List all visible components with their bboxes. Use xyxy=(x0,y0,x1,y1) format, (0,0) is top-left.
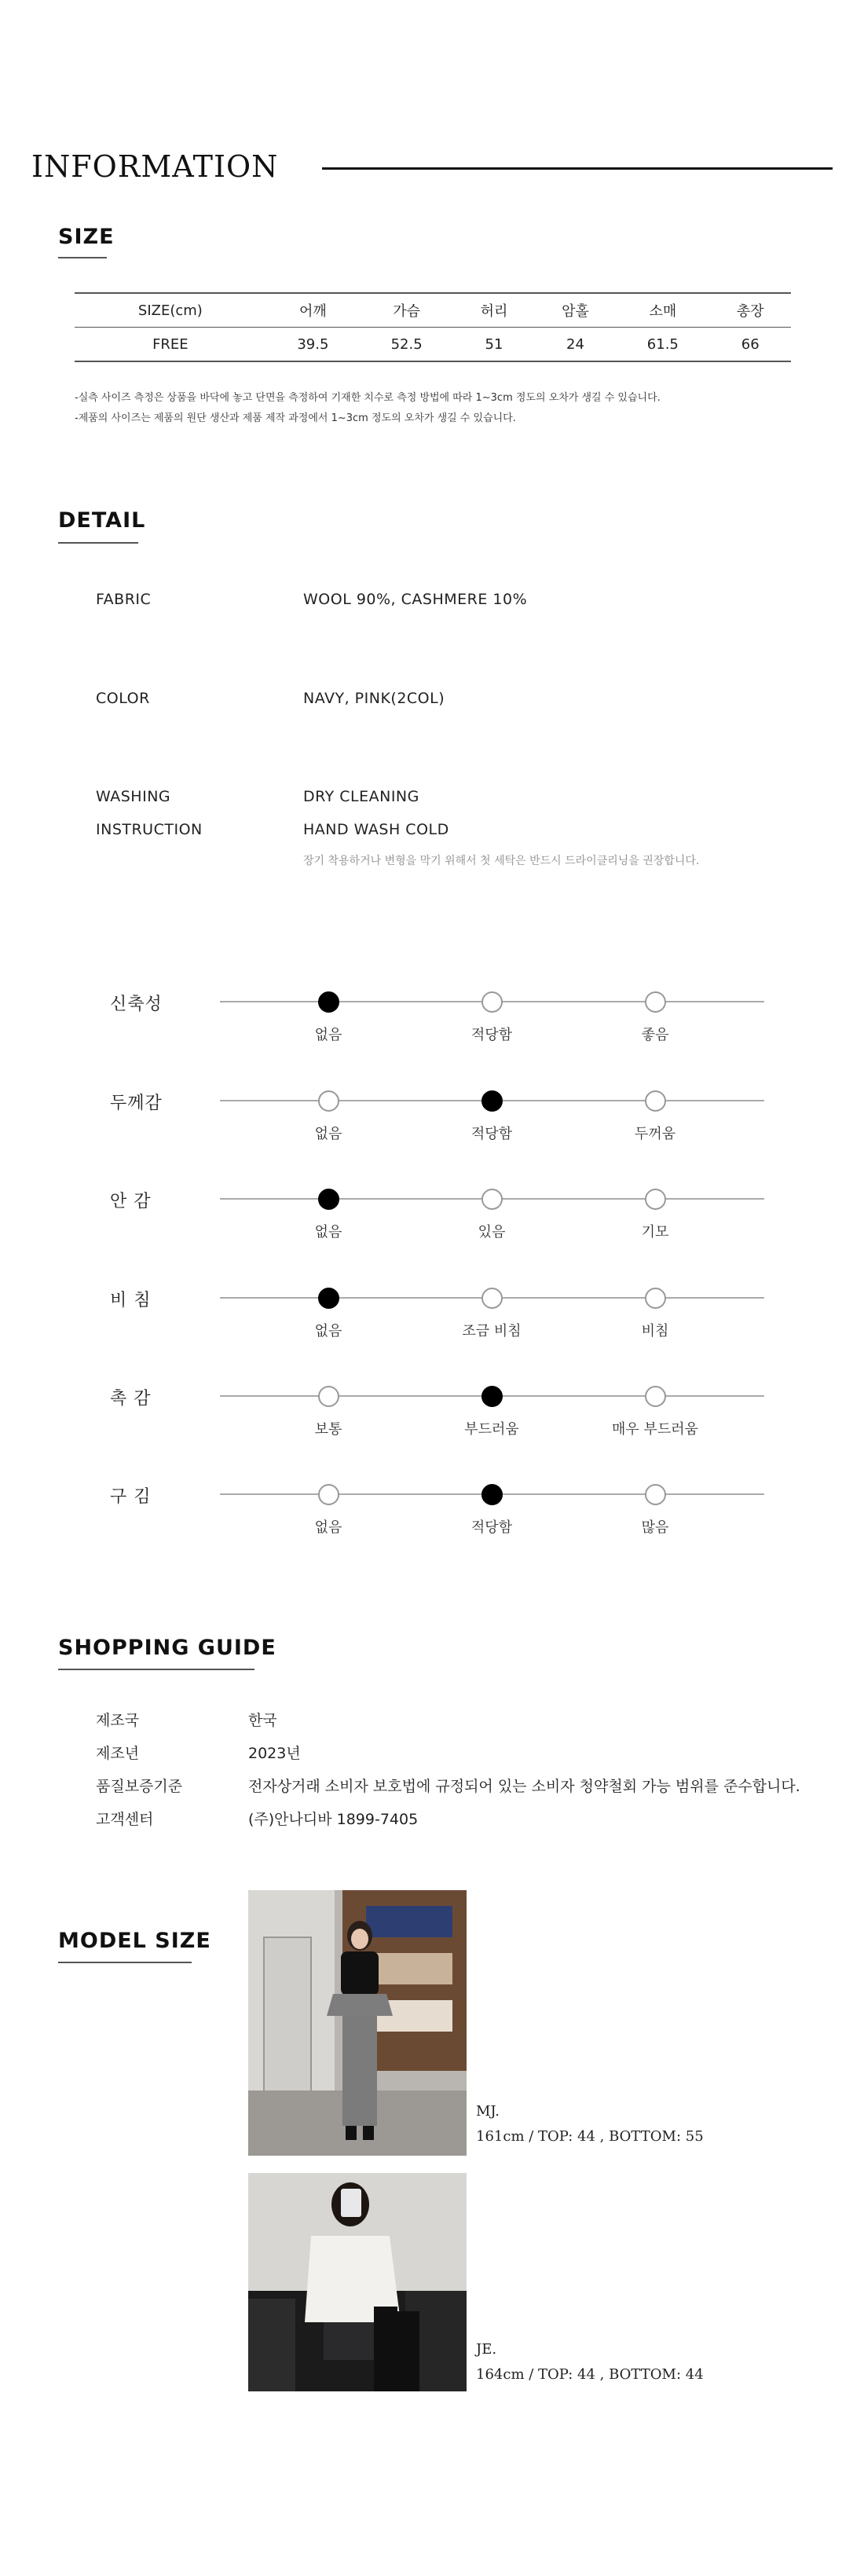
rating-dot-selected xyxy=(481,1386,503,1407)
rating-option-label: 없음 xyxy=(314,1027,342,1043)
guide-value-year: 2023년 xyxy=(248,1745,301,1762)
washing-label: WASHING xyxy=(96,788,171,805)
rating-option-label: 조금 비침 xyxy=(462,1323,522,1339)
size-title-underline xyxy=(58,257,107,258)
rating-option-label: 없음 xyxy=(314,1519,342,1536)
rating-label: 안 감 xyxy=(110,1192,152,1211)
shopping-guide-title: SHOPPING GUIDE xyxy=(58,1636,276,1660)
rating-dot-selected xyxy=(481,1090,503,1112)
rating-dot xyxy=(318,1484,339,1505)
size-col-header: 총장 xyxy=(709,293,791,328)
fabric-value: WOOL 90%, CASHMERE 10% xyxy=(303,591,528,608)
guide-value-country: 한국 xyxy=(248,1712,277,1729)
rating-dot xyxy=(645,991,666,1013)
detail-title-underline xyxy=(58,542,138,544)
rating-dot xyxy=(645,1090,666,1112)
detail-section-title: DETAIL xyxy=(58,508,146,533)
rating-dot xyxy=(645,1386,666,1407)
size-table-header-row xyxy=(75,293,791,328)
size-col-header: 허리 xyxy=(453,293,534,328)
title-divider xyxy=(322,167,833,170)
rating-option-label: 많음 xyxy=(641,1519,669,1536)
guide-label-country: 제조국 xyxy=(96,1712,140,1729)
size-cell: 39.5 xyxy=(266,328,360,362)
page-title: INFORMATION xyxy=(31,149,279,184)
size-cell: 61.5 xyxy=(616,328,709,362)
rating-option-label: 기모 xyxy=(641,1224,669,1240)
size-col-header: SIZE(cm) xyxy=(75,293,266,328)
size-cell: FREE xyxy=(75,328,266,362)
guide-label-year: 제조년 xyxy=(96,1745,140,1762)
model-size-underline xyxy=(58,1962,192,1963)
size-cell: 24 xyxy=(535,328,616,362)
rating-dot xyxy=(318,1090,339,1112)
table-row xyxy=(75,328,791,362)
guide-label-customer-center: 고객센터 xyxy=(96,1811,154,1828)
rating-label: 신축성 xyxy=(110,995,163,1014)
rating-label: 구 김 xyxy=(110,1487,152,1507)
rating-dot xyxy=(481,991,503,1013)
rating-option-label: 비침 xyxy=(641,1323,669,1339)
size-col-header: 어깨 xyxy=(266,293,360,328)
rating-dot-selected xyxy=(481,1484,503,1505)
guide-value-warranty: 전자상거래 소비자 보호법에 규정되어 있는 소비자 청약철회 가능 범위를 준수합니다. xyxy=(248,1778,800,1795)
rating-label: 두께감 xyxy=(110,1094,163,1113)
rating-option-label: 두꺼움 xyxy=(634,1126,676,1142)
guide-label-warranty: 품질보증기준 xyxy=(96,1778,183,1795)
rating-option-label: 적당함 xyxy=(470,1519,513,1536)
washing-value: DRY CLEANING xyxy=(303,788,419,805)
model-size-mj: 161cm / TOP: 44 , BOTTOM: 55 xyxy=(476,2128,704,2145)
size-col-header: 가슴 xyxy=(360,293,453,328)
shopping-guide-underline xyxy=(58,1669,254,1670)
rating-dot xyxy=(645,1484,666,1505)
size-col-header: 소매 xyxy=(616,293,709,328)
rating-label: 비 침 xyxy=(110,1291,152,1310)
instruction-label: INSTRUCTION xyxy=(96,821,203,838)
size-section-title: SIZE xyxy=(58,225,115,249)
rating-dot xyxy=(481,1288,503,1309)
washing-note: 장기 착용하거나 변형을 막기 위해서 첫 세탁은 반드시 드라이클리닝을 권장합니다. xyxy=(303,855,700,867)
rating-option-label: 없음 xyxy=(314,1126,342,1142)
rating-option-label: 부드러움 xyxy=(464,1421,519,1438)
rating-option-label: 보통 xyxy=(314,1421,342,1438)
model-name-mj: MJ. xyxy=(476,2103,500,2120)
color-label: COLOR xyxy=(96,690,150,707)
rating-dot xyxy=(318,1386,339,1407)
fabric-label: FABRIC xyxy=(96,591,152,608)
size-table xyxy=(75,292,791,362)
rating-dot-selected xyxy=(318,1288,339,1309)
rating-dot xyxy=(645,1189,666,1210)
size-note: -제품의 사이즈는 제품의 원단 생산과 제품 제작 과정에서 1~3cm 정도의 오차가 생길 수 있습니다. xyxy=(75,412,516,424)
size-cell: 51 xyxy=(453,328,534,362)
rating-option-label: 적당함 xyxy=(470,1027,513,1043)
rating-option-label: 없음 xyxy=(314,1224,342,1240)
guide-value-customer-center: (주)안나디바 1899-7405 xyxy=(248,1811,419,1828)
rating-option-label: 있음 xyxy=(478,1224,506,1240)
rating-option-label: 매우 부드러움 xyxy=(611,1421,699,1438)
rating-dot xyxy=(645,1288,666,1309)
model-photo-je xyxy=(248,2173,467,2391)
rating-option-label: 좋음 xyxy=(641,1027,669,1043)
model-size-je: 164cm / TOP: 44 , BOTTOM: 44 xyxy=(476,2366,704,2383)
model-name-je: JE. xyxy=(476,2341,497,2358)
model-size-title: MODEL SIZE xyxy=(58,1929,211,1953)
size-col-header: 암홀 xyxy=(535,293,616,328)
size-cell: 66 xyxy=(709,328,791,362)
rating-dot-selected xyxy=(318,991,339,1013)
color-value: NAVY, PINK(2COL) xyxy=(303,690,445,707)
rating-option-label: 없음 xyxy=(314,1323,342,1339)
instruction-value: HAND WASH COLD xyxy=(303,821,449,838)
rating-label: 촉 감 xyxy=(110,1389,152,1409)
model-photo-mj xyxy=(248,1890,467,2156)
size-notes xyxy=(75,388,661,429)
rating-dot-selected xyxy=(318,1189,339,1210)
rating-option-label: 적당함 xyxy=(470,1126,513,1142)
size-cell: 52.5 xyxy=(360,328,453,362)
rating-dot xyxy=(481,1189,503,1210)
size-note: -실측 사이즈 측정은 상품을 바닥에 놓고 단면을 측정하여 기재한 치수로 측정 방법에 따라 1~3cm 정도의 오차가 생길 수 있습니다. xyxy=(75,392,661,404)
